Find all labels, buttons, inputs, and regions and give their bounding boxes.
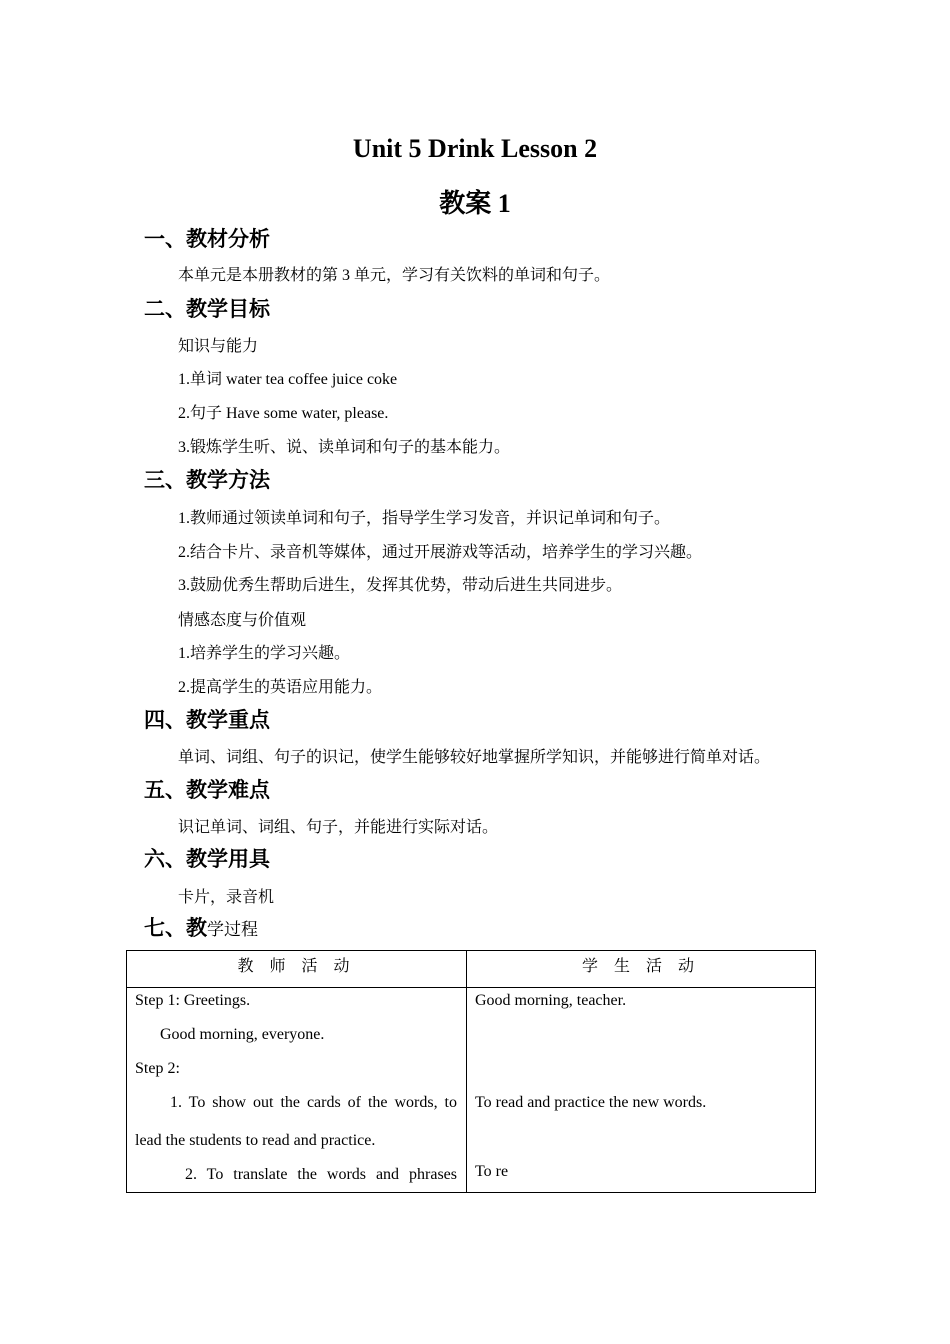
section-heading: 六、教学用具 (144, 847, 270, 871)
section-heading: 五、教学难点 (144, 778, 270, 802)
document-subtitle: 教案 1 (439, 189, 511, 218)
table-line: Good morning, everyone. (160, 1026, 325, 1043)
section-heading: 四、教学重点 (144, 708, 270, 732)
student-activity-header: 学 生 活 动 (467, 951, 816, 988)
table-line: lead the students to read and practice. (135, 1132, 376, 1149)
paragraph: 卡片，录音机 (178, 889, 275, 906)
table-line: To re (475, 1163, 509, 1180)
paragraph: 3.鼓励优秀生帮助后进生，发挥其优势，带动后进生共同进步。 (178, 577, 623, 594)
table-line: Good morning, teacher. (475, 992, 627, 1009)
paragraph: 知识与能力 (178, 338, 259, 355)
paragraph: 1.单词 water tea coffee juice coke (178, 371, 398, 388)
section-heading: 一、教材分析 (144, 227, 270, 251)
paragraph: 2.结合卡片、录音机等媒体，通过开展游戏等活动，培养学生的学习兴趣。 (178, 544, 703, 561)
student-activity-cell (467, 988, 816, 1193)
section-heading-bold: 七、教 (144, 916, 207, 940)
paragraph: 2.句子 Have some water, please. (178, 405, 389, 422)
table-line: Step 2: (135, 1060, 180, 1077)
table-line: Step 1: Greetings. (135, 992, 251, 1009)
paragraph: 识记单词、词组、句子，并能进行实际对话。 (178, 819, 499, 836)
paragraph: 2.提高学生的英语应用能力。 (178, 679, 383, 696)
paragraph: 单词、词组、句子的识记，使学生能够较好地掌握所学知识，并能够进行简单对话。 (178, 749, 771, 766)
section-heading (144, 912, 258, 942)
section-heading: 三、教学方法 (144, 468, 270, 492)
teaching-process-table (126, 950, 816, 1193)
paragraph: 情感态度与价值观 (178, 612, 307, 629)
paragraph: 1.教师通过领读单词和句子，指导学生学习发音，并识记单词和句子。 (178, 510, 671, 527)
paragraph: 1.培养学生的学习兴趣。 (178, 645, 351, 662)
section-heading: 二、教学目标 (144, 297, 270, 321)
table-line: 1. To show out the cards of the words, to (170, 1094, 457, 1111)
table-line: 2. To translate the words and phrases (185, 1166, 457, 1183)
teacher-activity-cell (127, 988, 467, 1193)
table-line: To read and practice the new words. (475, 1094, 707, 1111)
document-title: Unit 5 Drink Lesson 2 (352, 134, 598, 163)
paragraph: 3.锻炼学生听、说、读单词和句子的基本能力。 (178, 439, 511, 456)
section-heading-tail: 学过程 (207, 920, 258, 939)
paragraph: 本单元是本册教材的第 3 单元，学习有关饮料的单词和句子。 (178, 267, 611, 284)
teacher-activity-header: 教 师 活 动 (127, 951, 467, 988)
